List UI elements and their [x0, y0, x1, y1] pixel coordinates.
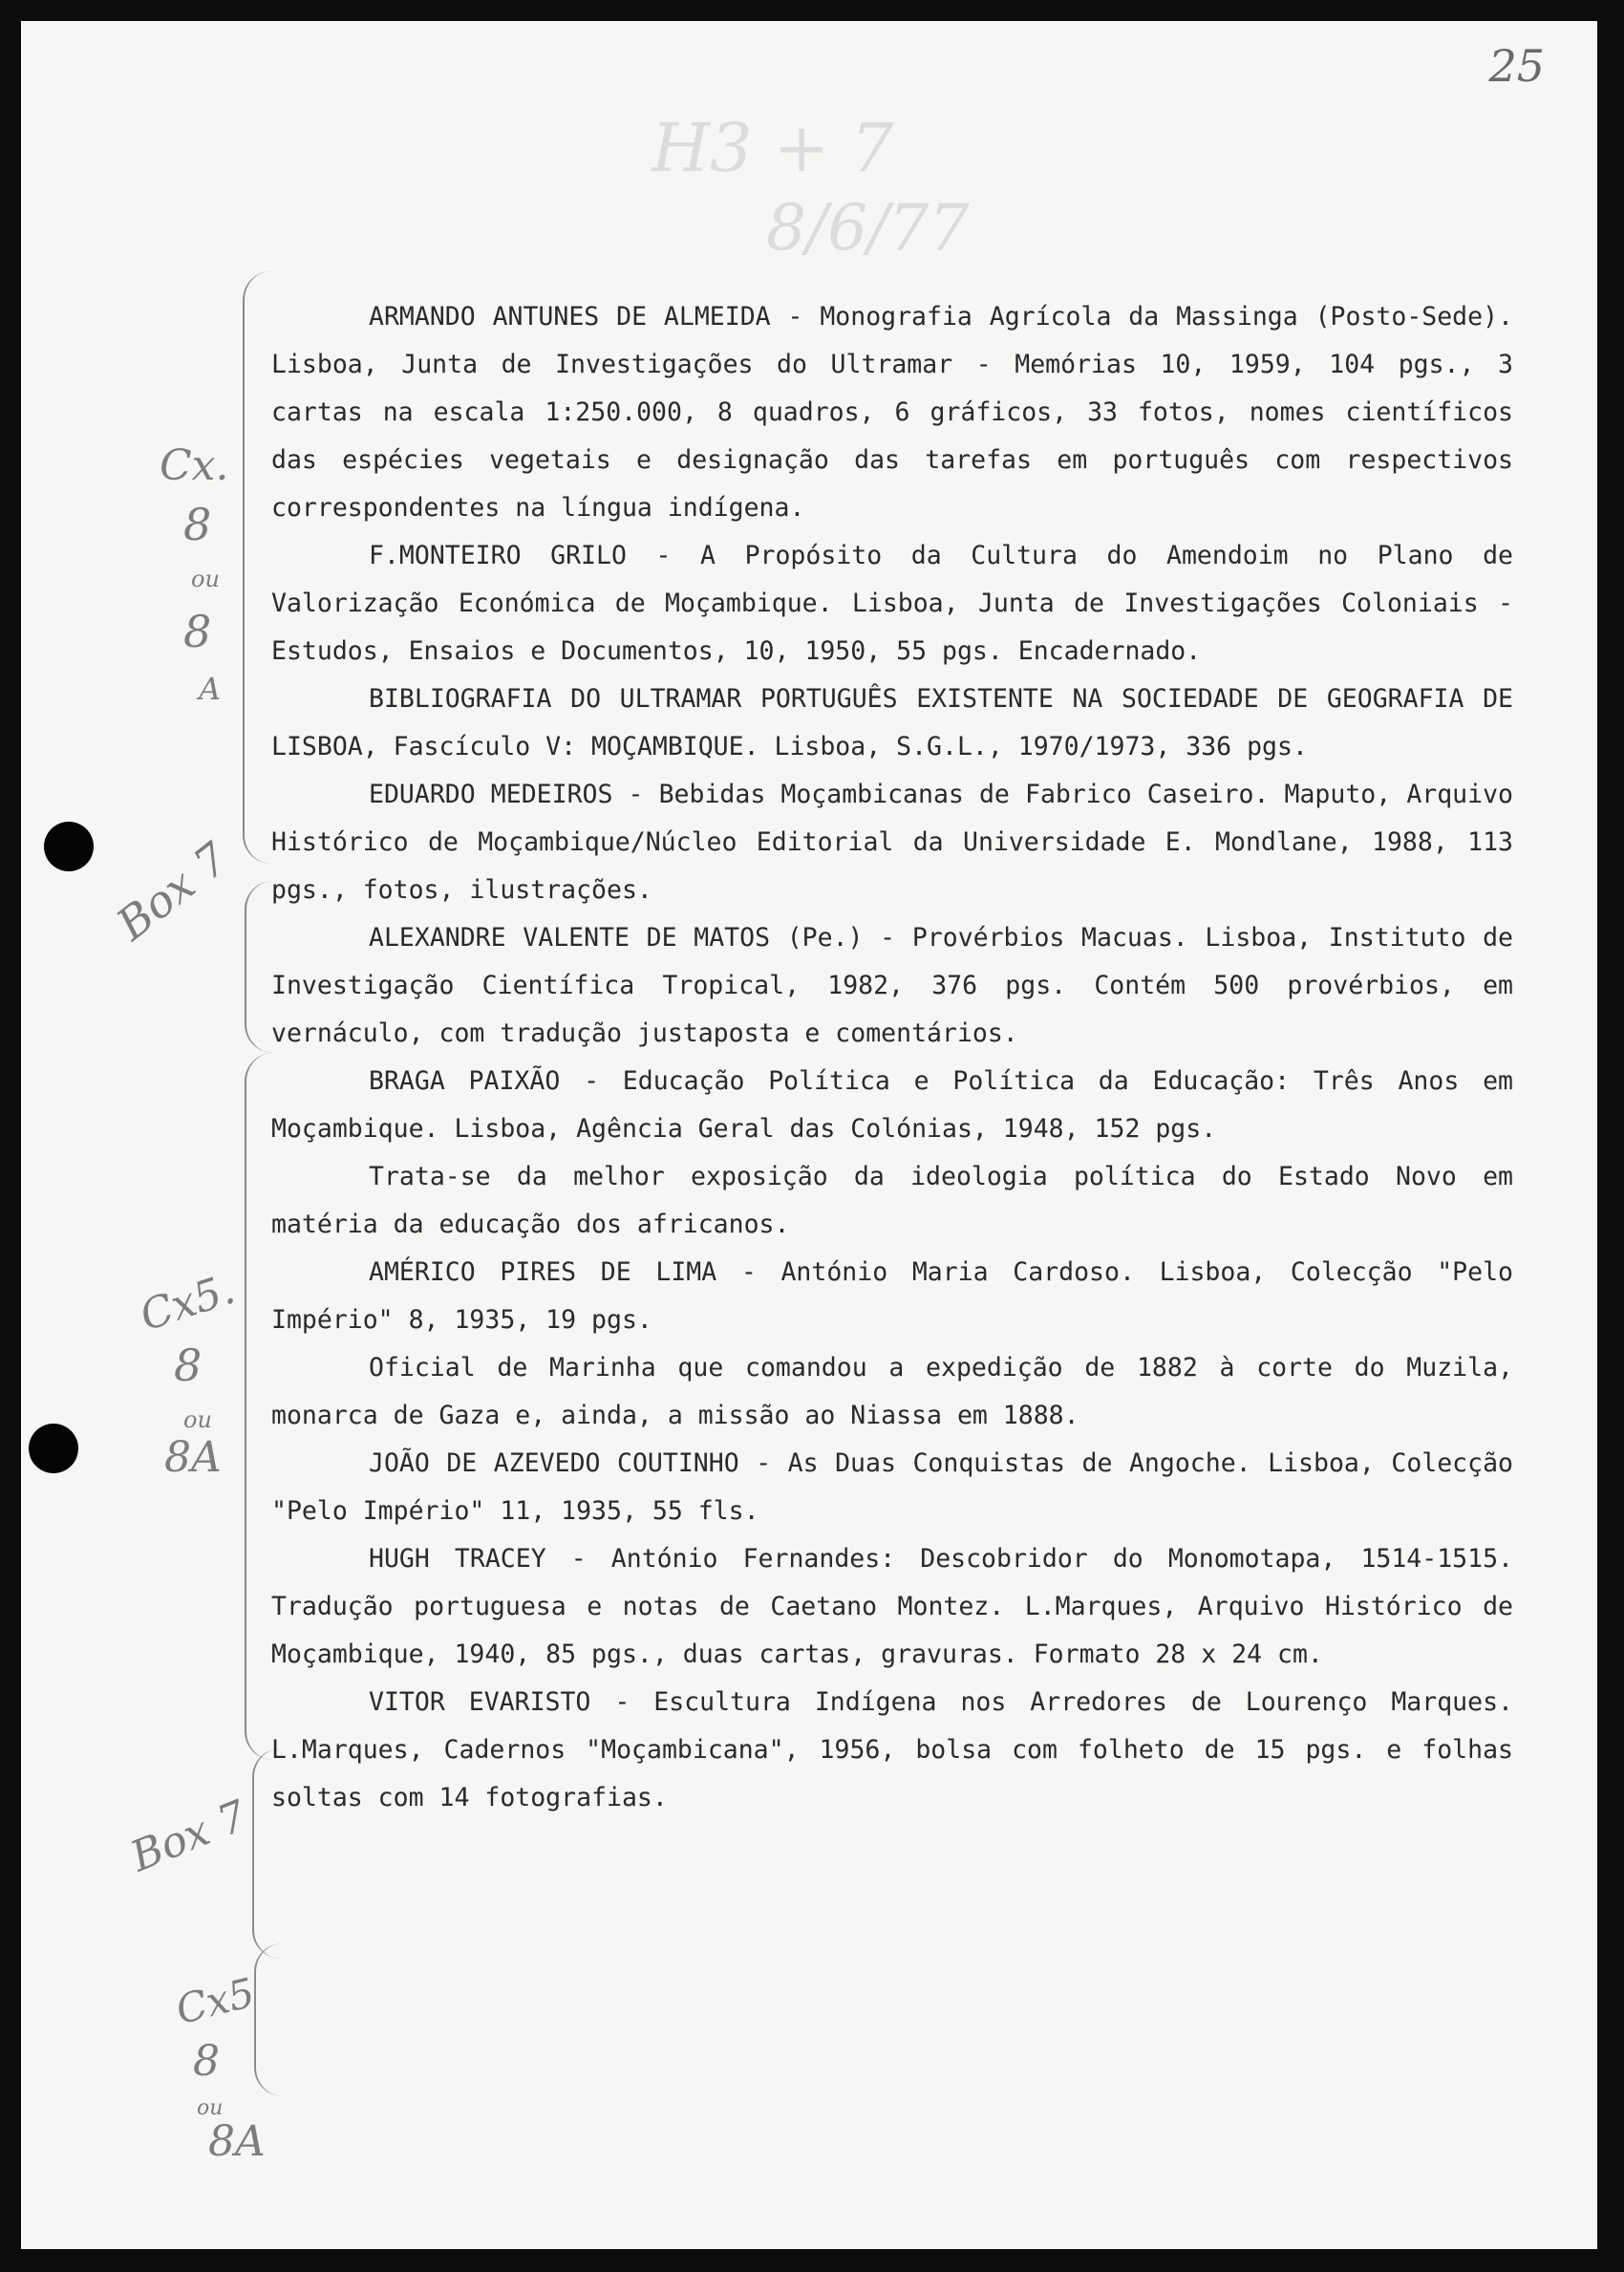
- binder-hole-bottom: [29, 1424, 78, 1473]
- document-page: 25 H3 + 7 8/6/77 Cx. 8 ou 8 A Box 7 Cx5. 8 ou 8A Box 7 Cx5 8 ou 8A ARMANDO ANTUNES DE ALMEIDA - Monografia Agrícola da Massinga (Posto-Sede). Lisboa, Junta de Investigações do Ultramar - Memórias 10, 1959, 104 pgs., 3 cartas na escala 1:250.000, 8 quadros, 6 gráficos, 33 fotos, nomes científicos das espécies vegetais e designação das tarefas em português com respectivos correspondentes na língua indígena. F.MONTEIRO GRILO - A Propósito da Cultura do Amendoim no Plano de Valorização Económica de Moçambique. Lisboa, Junta de Investigações Coloniais - Estudos, Ensaios e Documentos, 10, 1950, 55 pgs. Encadernado. BIBLIOGRAFIA DO ULTRAMAR PORTUGUÊS EXISTENTE NA SOCIEDADE DE GEOGRAFIA DE LISBOA, Fascículo V: MOÇAMBIQUE. Lisboa, S.G.L., 1970/1973, 336 pgs. EDUARDO MEDEIROS - Bebidas Moçambicanas de Fabrico Caseiro. Maputo, Arquivo Histórico de Moçambique/Núcleo Editorial da Universidade E. Mondlane, 1988, 113 pgs., fotos, ilustrações. ALEXANDRE VALENTE DE MATOS (Pe.) - Provérbios Macuas. Lisboa, Instituto de Investigação Científica Tropical, 1982, 376 pgs. Contém 500 provérbios, em vernáculo, com tradução justaposta e comentários. BRAGA PAIXÃO - Educação Política e Política da Educação: Três Anos em Moçambique. Lisboa, Agência Geral das Colónias, 1948, 152 pgs. Trata-se da melhor exposição da ideologia política do Estado Novo em matéria da educação dos africanos. AMÉRICO PIRES DE LIMA - António Maria Cardoso. Lisboa, Colecção "Pelo Império" 8, 1935, 19 pgs. Oficial de Marinha que comandou a expedição de 1882 à corte do Muzila, monarca de Gaza e, ainda, a missão ao Niassa em 1888. JOÃO DE AZEVEDO COUTINHO - As Duas Conquistas de Angoche. Lisboa, Colecção "Pelo Império" 11, 1935, 55 fls. HUGH TRACEY - António Fernandes: Descobridor do Monomotapa, 1514-1515. Tradução portuguesa e notas de Caetano Montez. L.Marques, Arquivo Histórico de Moçambique, 1940, 85 pgs., duas cartas, gravuras. Formato 28 x 24 cm. VITOR EVARISTO - Escultura Indígena nos Arredores de Lourenço Marques. L.Marques, Cadernos "Moçambicana", 1956, bolsa com folheto de 15 pgs. e folhas soltas com 14 fotografias.: [21, 21, 1597, 2249]
- entry-evaristo: VITOR EVARISTO - Escultura Indígena nos Arredores de Lourenço Marques. L.Marques, Cadernos "Moçambicana", 1956, bolsa com folheto de 15 pgs. e folhas soltas com 14 fotografias.: [271, 1687, 1513, 1812]
- entry-lima: AMÉRICO PIRES DE LIMA - António Maria Cardoso. Lisboa, Colecção "Pelo Império" 8, 1935, 19 pgs.: [271, 1257, 1513, 1335]
- faded-stamp-line-2: 8/6/77: [766, 191, 970, 265]
- margin-bracket-3: [245, 1053, 273, 1760]
- entry-matos: ALEXANDRE VALENTE DE MATOS (Pe.) - Provérbios Macuas. Lisboa, Instituto de Investigação Científica Tropical, 1982, 376 pgs. Contém 500 provérbios, em vernáculo, com tradução justaposta e comentários.: [271, 923, 1513, 1048]
- entry-bibliografia: BIBLIOGRAFIA DO ULTRAMAR PORTUGUÊS EXISTENTE NA SOCIEDADE DE GEOGRAFIA DE LISBOA, Fascículo V: MOÇAMBIQUE. Lisboa, S.G.L., 1970/1973, 336 pgs.: [271, 684, 1513, 761]
- entry-medeiros: EDUARDO MEDEIROS - Bebidas Moçambicanas de Fabrico Caseiro. Maputo, Arquivo Histórico de Moçambique/Núcleo Editorial da Universidade E. Mondlane, 1988, 113 pgs., fotos, ilustrações.: [271, 780, 1513, 905]
- entry-coutinho: JOÃO DE AZEVEDO COUTINHO - As Duas Conquistas de Angoche. Lisboa, Colecção "Pelo Império" 11, 1935, 55 fls.: [271, 1448, 1513, 1526]
- entry-lima-note: Oficial de Marinha que comandou a expedição de 1882 à corte do Muzila, monarca de Gaza e, ainda, a missão ao Niassa em 1888.: [271, 1353, 1513, 1430]
- page-number: 25: [1488, 40, 1545, 92]
- entry-tracey: HUGH TRACEY - António Fernandes: Descobridor do Monomotapa, 1514-1515. Tradução portuguesa e notas de Caetano Montez. L.Marques, Arquivo Histórico de Moçambique, 1940, 85 pgs., duas cartas, gravuras. Formato 28 x 24 cm.: [271, 1544, 1513, 1669]
- faded-stamp-line-1: H3 + 7: [652, 109, 894, 187]
- margin-note-box7-1: Box 7: [107, 832, 238, 951]
- entry-paixao-note: Trata-se da melhor exposição da ideologia política do Estado Novo em matéria da educação dos africanos.: [271, 1162, 1513, 1239]
- margin-bracket-1: [243, 271, 271, 864]
- entry-almeida: ARMANDO ANTUNES DE ALMEIDA - Monografia Agrícola da Massinga (Posto-Sede). Lisboa, Junta de Investigações do Ultramar - Memórias 10, 1959, 104 pgs., 3 cartas na escala 1:250.000, 8 quadros, 6 gráficos, 33 fotos, nomes científicos das espécies vegetais e designação das tarefas em português com respectivos correspondentes na língua indígena.: [271, 302, 1513, 523]
- bibliography-text: [271, 293, 1513, 1822]
- entry-paixao: BRAGA PAIXÃO - Educação Política e Política da Educação: Três Anos em Moçambique. Lisboa, Agência Geral das Colónias, 1948, 152 pgs.: [271, 1066, 1513, 1144]
- binder-hole-top: [44, 822, 94, 871]
- margin-bracket-5: [254, 1943, 283, 2096]
- margin-note-box7-2: Box 7: [124, 1790, 254, 1882]
- margin-bracket-2: [245, 881, 273, 1053]
- entry-grilo: F.MONTEIRO GRILO - A Propósito da Cultura do Amendoim no Plano de Valorização Económica de Moçambique. Lisboa, Junta de Investigações Coloniais - Estudos, Ensaios e Documentos, 10, 1950, 55 pgs. Encadernado.: [271, 541, 1513, 666]
